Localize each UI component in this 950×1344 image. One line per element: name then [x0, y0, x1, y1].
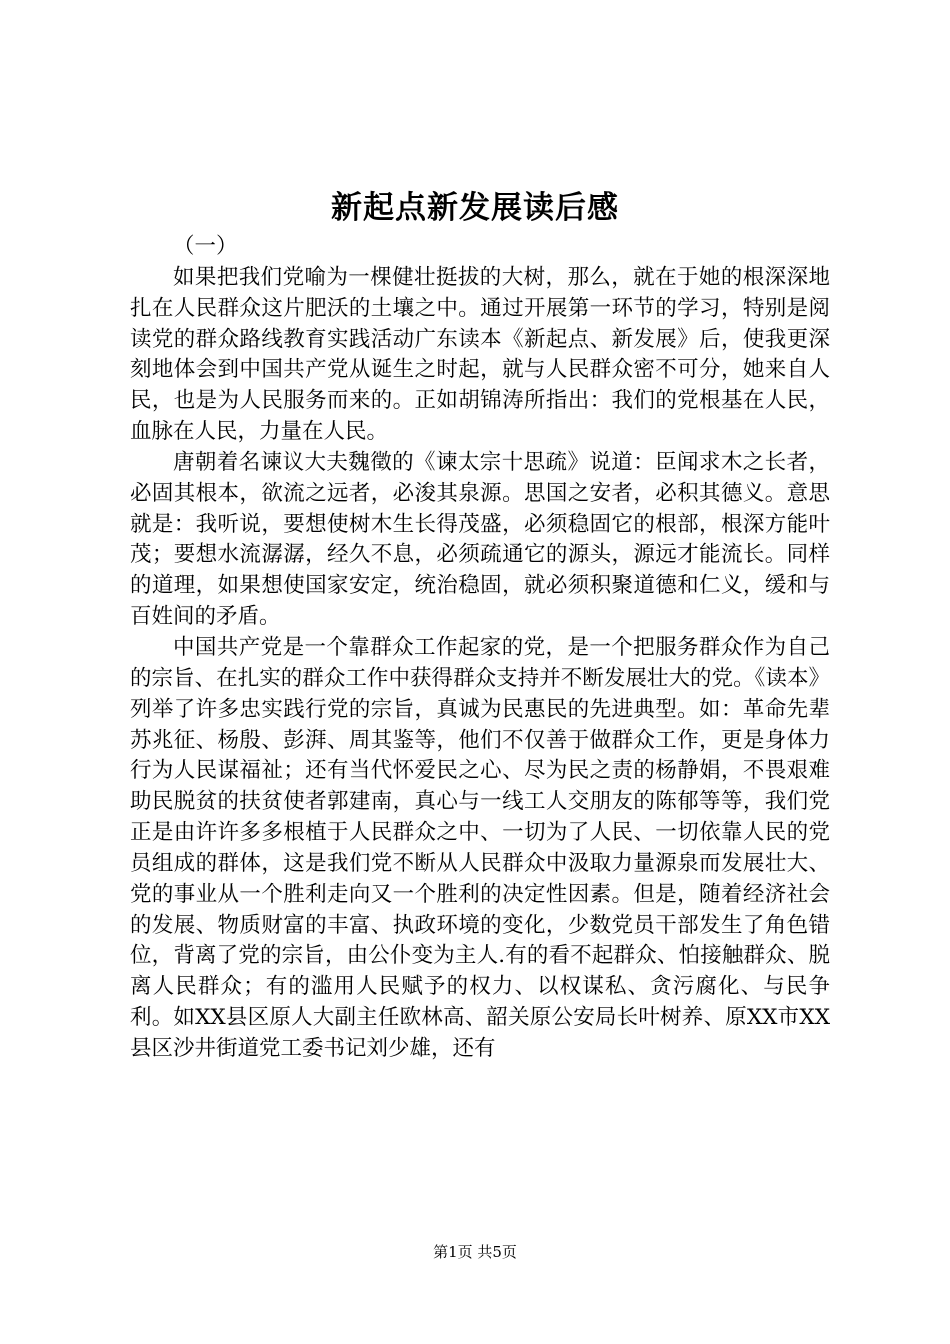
document-title: 新起点新发展读后感 [331, 190, 619, 226]
paragraph-3: 中国共产党是一个靠群众工作起家的党，是一个把服务群众作为自己的宗旨、在扎实的群众工作中获得群众支持并不断发展壮大的党。《读本》列举了许多忠实践行党的宗旨，真诚为民惠民的先进典型。如：革命先辈苏兆征、杨殷、彭湃、周其鉴等，他们不仅善于做群众工作，更是身体力行为人民谋福祉；还有当代怀爱民之心、尽为民之责的杨静娟，不畏艰难助民脱贫的扶贫使者郭建南，真心与一线工人交朋友的陈郁等等，我们党正是由许许多多根植于人民群众之中、一切为了人民、一切依靠人民的党员组成的群体，这是我们党不断从人民群众中汲取力量源泉而发展壮大、党的事业从一个胜利走向又一个胜利的决定性因素。但是，随着经济社会的发展、物质财富的丰富、执政环境的变化，少数党员干部发生了角色错位，背离了党的宗旨，由公仆变为主人.有的看不起群众、怕接触群众、脱离人民群众；有的滥用人民赋予的权力、以权谋私、贪污腐化、与民争利。如XX县区原人大副主任欧林高、韶关原公安局长叶树养、原XX市XX县区沙井街道党工委书记刘少雄，还有 [130, 634, 830, 1061]
document-body [130, 232, 830, 1065]
page-footer: 第1页 共5页 [433, 1243, 517, 1261]
paragraph-2: 唐朝着名谏议大夫魏徵的《谏太宗十思疏》说道：臣闻求木之长者，必固其根本，欲流之远者，必浚其泉源。思国之安者，必积其德义。意思就是：我听说，要想使树木生长得茂盛，必须稳固它的根部，根深方能叶茂；要想水流潺潺，经久不息，必须疏通它的源头，源远才能流长。同样的道理，如果想使国家安定，统治稳固，就必须积聚道德和仁义，缓和与百姓间的矛盾。 [130, 449, 830, 630]
section-marker: （一） [173, 234, 238, 259]
paragraph-1: 如果把我们党喻为一棵健壮挺拔的大树，那么，就在于她的根深深地扎在人民群众这片肥沃的土壤之中。通过开展第一环节的学习，特别是阅读党的群众路线教育实践活动广东读本《新起点、新发展》后，使我更深刻地体会到中国共产党从诞生之时起，就与人民群众密不可分，她来自人民，也是为人民服务而来的。正如胡锦涛所指出：我们的党根基在人民，血脉在人民，力量在人民。 [130, 264, 830, 445]
